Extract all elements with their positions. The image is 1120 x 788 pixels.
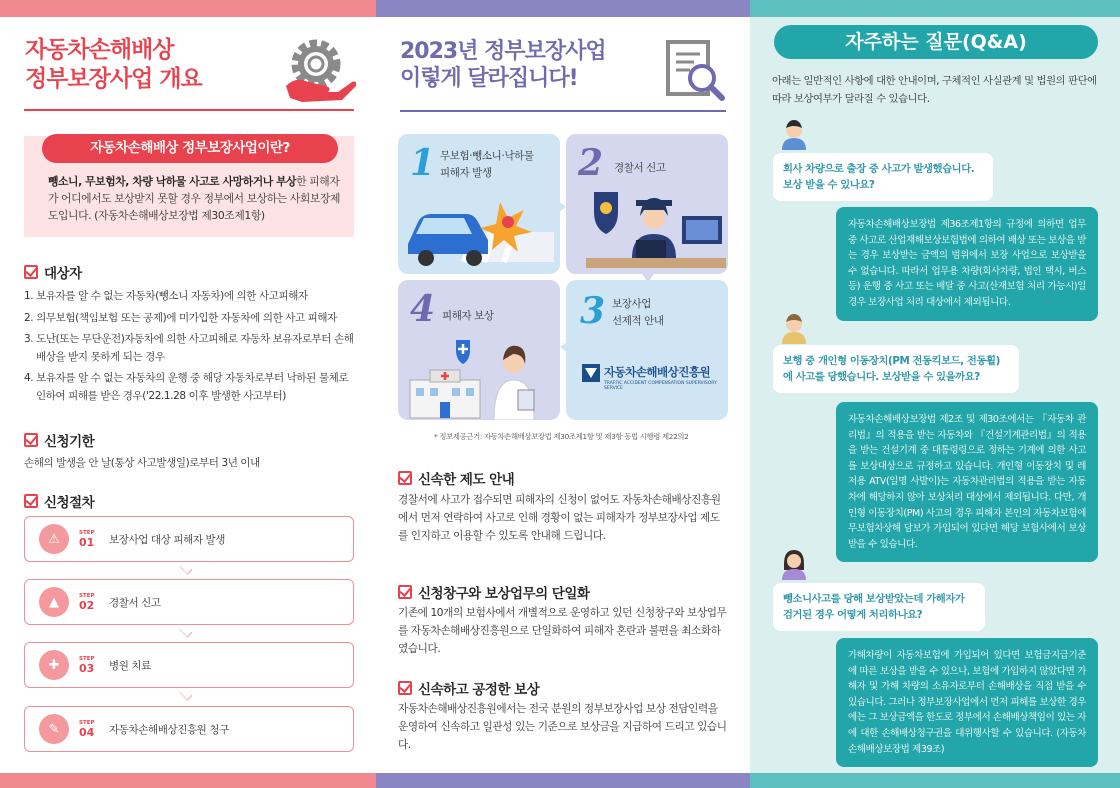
definition-rest: 한 피해자가 어디에서도 보상받지 못할 경우 정부에서 보상하는 사회보장제도입니다. (자동차손해배상보장법 제30조제1항)	[48, 175, 341, 222]
hospital-icon: ✚	[39, 650, 69, 680]
chevron-down-icon	[180, 625, 193, 638]
agency-name: 자동차손해배상진흥원	[604, 365, 711, 379]
process-panel-1	[398, 134, 560, 274]
targets-heading: 대상자	[24, 262, 82, 282]
changes-title: 2023년 정부보장사업 이렇게 달라집니다!	[400, 39, 606, 91]
top-color-bar	[750, 0, 1120, 17]
section-heading: 신속한 제도 안내	[398, 468, 514, 488]
answer-bubble: 자동차손해배상보장법 제2조 및 제30조에서는 『자동차 관리법』의 적용을 받는 자동차와 『건설기계관리법』의 적용을 받는 건설기계 중 대통령령으로 정하는 기계에 의한 사고를 보상대상으로 규정하고 있습니다. 개인형 이동장치 및 레저용 ATV(일명 사발이)는 자동차관리법의 적용을 받는 자동차에 해당하지 않아 보상처리 대상에서 제외됩니다. 다만, 개인형 이동장치(PM) 사고의 경우 피해자 본인의 자동차보험에 무보험차상해 담보가 가입되어 있다면 해당 보험사에서 보상받을 수 있습니다.	[836, 402, 1098, 562]
checkbox-icon	[398, 585, 412, 599]
title-divider	[400, 110, 726, 112]
panel-number: 4	[410, 288, 436, 330]
agency-logo-icon	[582, 364, 600, 382]
hospital-doctor-icon	[406, 336, 556, 420]
procedure-heading: 신청절차	[24, 491, 94, 511]
chevron-down-icon	[180, 562, 193, 575]
panel-label: 경찰서 신고	[614, 162, 666, 174]
section-body: 기존에 10개의 보험사에서 개별적으로 운영하고 있던 신청창구와 보상업무를 자동차손해배상진흥원으로 단일화하여 피해자 혼란과 불편을 최소화하였습니다.	[398, 607, 727, 655]
question-bubble: 뺑소니사고를 당해 보상받았는데 가해자가 검거된 경우 어떻게 처리하나요?	[773, 583, 985, 631]
arrow-right-icon	[554, 198, 566, 216]
checkbox-icon	[24, 265, 38, 279]
list-item: 1. 보유자를 알 수 없는 자동차(뺑소니 자동차)에 의한 사고피해자	[24, 290, 308, 302]
section-body: 경찰서에 사고가 접수되면 피해자의 신청이 없어도 자동차손해배상진흥원에서 먼저 연락하여 사고로 인해 경황이 없는 피해자가 정부보장사업 제도를 인지하고 이용할 수 있도록 안내해 드립니다.	[398, 494, 721, 542]
document-icon: ✎	[39, 714, 69, 744]
step-tag: STEP	[79, 655, 95, 662]
question-bubble: 회사 차량으로 출장 중 사고가 발생했습니다. 보상 받을 수 있나요?	[773, 153, 993, 201]
step-card	[24, 516, 354, 562]
chevron-down-icon	[180, 688, 193, 701]
document-search-icon	[664, 38, 726, 104]
definition-bold: 뺑소니, 무보험차, 차량 낙하물 사고로 사망하거나 부상	[48, 175, 297, 188]
top-color-bar	[0, 0, 376, 17]
panel-number: 2	[578, 142, 604, 184]
process-panel-3	[566, 280, 728, 420]
overview-panel	[0, 0, 376, 788]
man-avatar-icon	[780, 314, 808, 344]
step-number: 01	[79, 535, 95, 549]
panel-label: 보장사업 선제적 안내	[612, 298, 664, 327]
faq-title: 자주하는 질문(Q&A)	[774, 25, 1098, 59]
overview-title: 자동차손해배상 정부보장사업 개요	[25, 37, 202, 92]
police-officer-icon	[576, 186, 726, 274]
bottom-color-bar	[376, 773, 750, 788]
siren-icon: ▲	[39, 587, 69, 617]
faq-panel	[750, 0, 1120, 788]
step-number: 03	[79, 661, 95, 675]
gear-hand-icon	[282, 34, 356, 104]
man-avatar-icon	[780, 120, 808, 150]
bottom-color-bar	[0, 773, 376, 788]
step-tag: STEP	[79, 592, 95, 599]
section-heading: 신속하고 공정한 보상	[398, 678, 539, 698]
targets-list	[24, 288, 360, 409]
answer-bubble: 가해차량이 자동차보험에 가입되어 있다면 보험금지급기준에 따른 보상을 받을 수 있으나, 보험에 가입하지 않았다면 가해자 및 가해 차량의 소유자로부터 손해배상을 직접 받을 수 있습니다. 그러나 정부보장사업에서 먼저 피해를 보상한 경우에는 그 보상금액을 한도로 정부에서 손해배상책임이 있는 자에 대한 손해배상청구권을 대위행사할 수 있습니다. (자동차손해배상보장법 제39조)	[836, 638, 1098, 767]
title-divider	[24, 109, 354, 111]
changes-panel	[376, 0, 750, 788]
step-label: 병원 치료	[109, 659, 151, 672]
step-tag: STEP	[79, 529, 95, 536]
section-heading: 신청창구와 보상업무의 단일화	[398, 582, 589, 602]
agency-name-en: TRAFFIC ACCIDENT COMPENSATION SUPERVISORY SERVICE	[604, 381, 717, 391]
woman-avatar-icon	[780, 550, 808, 580]
checkbox-icon	[398, 681, 412, 695]
step-number: 04	[79, 725, 95, 739]
definition-text	[48, 173, 348, 224]
step-card	[24, 706, 354, 752]
list-item: 3. 도난(또는 무단운전)자동차에 의한 사고피해로 자동차 보유자로부터 손해배상을 받지 못하게 되는 경우	[24, 333, 354, 363]
checkbox-icon	[24, 494, 38, 508]
list-item: 2. 의무보험(책임보험 또는 공제)에 미가입한 자동차에 의한 사고 피해자	[24, 311, 337, 324]
process-panel-4	[398, 280, 560, 420]
step-label: 자동차손해배상진흥원 청구	[109, 723, 229, 736]
question-bubble: 보행 중 개인형 이동장치(PM 전동킥보드, 전동휠)에 사고를 당했습니다. 보상받을 수 있을까요?	[773, 345, 1019, 393]
source-note: * 정보제공근거: 자동차손해배상보장법 제30조제1항 및 제3항 동법 시행령 제22의2	[434, 432, 689, 441]
step-tag: STEP	[79, 719, 95, 726]
arrow-down-icon	[638, 268, 658, 282]
section-body: 자동차손해배상진흥원에서는 전국 분원의 정부보장사업 보상 전담인력을 운영하여 신속하고 일관성 있는 기준으로 보상금을 지급하여 드리고 있습니다.	[398, 703, 727, 751]
deadline-text: 손해의 발생을 안 날(통상 사고발생일)로부터 3년 이내	[24, 457, 260, 469]
step-label: 보장사업 대상 피해자 발생	[109, 533, 225, 546]
panel-number: 3	[580, 290, 606, 332]
arrow-left-icon	[560, 338, 572, 356]
list-item: 4. 보유자를 알 수 없는 자동차의 운행 중 해당 자동차로부터 낙하된 물체로 인하여 피해를 받은 경우('22.1.28 이후 발생한 사고부터)	[24, 372, 349, 402]
definition-heading: 자동차손해배상 정부보장사업이란?	[42, 134, 338, 163]
step-card	[24, 579, 354, 625]
faq-intro: 아래는 일반적인 사항에 대한 안내이며, 구체적인 사실관계 및 법원의 판단에 따라 보상여부가 달라질 수 있습니다.	[772, 75, 1097, 105]
panel-label: 피해자 보상	[442, 310, 494, 322]
top-color-bar	[376, 0, 750, 17]
victim-icon: ⚠	[39, 524, 69, 554]
panel-label: 무보험·뺑소니·낙하물 피해자 발생	[440, 150, 534, 179]
step-label: 경찰서 신고	[109, 596, 161, 609]
bottom-color-bar	[750, 773, 1120, 788]
answer-bubble: 자동차손해배상보장법 제36조제1항의 규정에 의하면 업무 중 사고로 산업재해보상보험법에 의하여 배상 또는 보상을 받는 경우 보상받는 금액의 범위에서 보장 사업으로 보상받을 수 없습니다. 따라서 업무용 차량(회사차량, 법인 택시, 버스 등) 운행 중 사고 또는 배달 중 사고(산재보험 처리 가능시)일 경우 보장사업 처리 대상에서 제외됩니다.	[836, 207, 1098, 321]
deadline-heading: 신청기한	[24, 430, 94, 450]
step-card	[24, 642, 354, 688]
panel-number: 1	[410, 142, 436, 184]
checkbox-icon	[24, 433, 38, 447]
process-panel-2	[566, 134, 728, 274]
step-number: 02	[79, 598, 95, 612]
checkbox-icon	[398, 471, 412, 485]
car-accident-icon	[404, 192, 554, 272]
